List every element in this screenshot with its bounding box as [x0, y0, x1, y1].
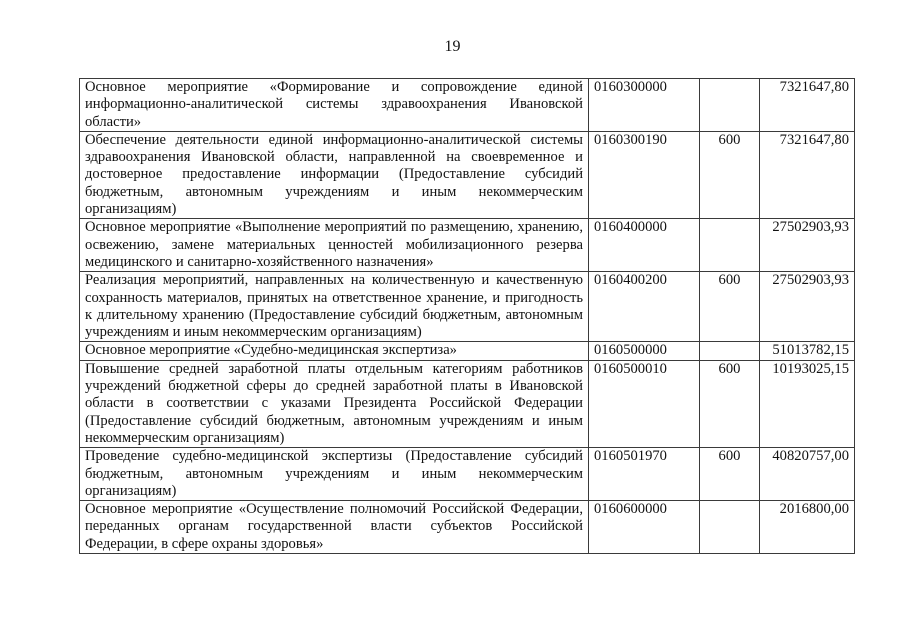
table-row	[80, 219, 855, 272]
row-amount: 7321647,80	[760, 79, 855, 132]
row-amount: 27502903,93	[760, 272, 855, 342]
row-description: Основное мероприятие «Судебно-медицинская экспертиза»	[80, 342, 589, 360]
row-description: Основное мероприятие «Осуществление полномочий Российской Федерации, переданных органам государственной власти субъектов Российской Федерации, в сфере охраны здоровья»	[80, 501, 589, 554]
row-description: Основное мероприятие «Выполнение мероприятий по размещению, хранению, освежению, замене материальных ценностей мобилизационного резерва медицинского и санитарно-хозяйственного назначения»	[80, 219, 589, 272]
budget-table	[79, 78, 855, 554]
row-description: Проведение судебно-медицинской экспертизы (Предоставление субсидий бюджетным, автономным учреждениям и иным некоммерческим организациям)	[80, 448, 589, 501]
row-expense-type: 600	[700, 131, 760, 218]
row-code: 0160400200	[589, 272, 700, 342]
row-amount: 51013782,15	[760, 342, 855, 360]
row-code: 0160300000	[589, 79, 700, 132]
row-description: Повышение средней заработной платы отдельным категориям работников учреждений бюджетной сферы до средней заработной платы в Ивановской области в соответствии с указами Президента Российской Федерации (Предоставление субсидий бюджетным, автономным учреждениям и иным некоммерческим организациям)	[80, 360, 589, 447]
row-expense-type: 600	[700, 272, 760, 342]
row-expense-type	[700, 501, 760, 554]
row-expense-type: 600	[700, 360, 760, 447]
table-row	[80, 79, 855, 132]
table-row	[80, 342, 855, 360]
row-amount: 10193025,15	[760, 360, 855, 447]
row-expense-type	[700, 219, 760, 272]
row-code: 0160501970	[589, 448, 700, 501]
row-amount: 40820757,00	[760, 448, 855, 501]
row-description: Реализация мероприятий, направленных на количественную и качественную сохранность материалов, принятых на ответственное хранение, и пригодность к длительному хранению (Предоставление субсидий бюджетным, автономным учреждениям и иным некоммерческим организациям)	[80, 272, 589, 342]
row-code: 0160600000	[589, 501, 700, 554]
table-row	[80, 272, 855, 342]
row-amount: 27502903,93	[760, 219, 855, 272]
row-description: Основное мероприятие «Формирование и сопровождение единой информационно-аналитической системы здравоохранения Ивановской области»	[80, 79, 589, 132]
page-number: 19	[444, 38, 461, 55]
row-expense-type: 600	[700, 448, 760, 501]
row-amount: 2016800,00	[760, 501, 855, 554]
table-row	[80, 501, 855, 554]
row-expense-type	[700, 342, 760, 360]
row-expense-type	[700, 79, 760, 132]
table-row	[80, 131, 855, 218]
row-amount: 7321647,80	[760, 131, 855, 218]
row-code: 0160500010	[589, 360, 700, 447]
row-code: 0160400000	[589, 219, 700, 272]
row-code: 0160500000	[589, 342, 700, 360]
table-row	[80, 360, 855, 447]
table-row	[80, 448, 855, 501]
row-code: 0160300190	[589, 131, 700, 218]
row-description: Обеспечение деятельности единой информационно-аналитической системы здравоохранения Ивановской области, направленной на своевременное и достоверное предоставление информации (Предоставление субсидий бюджетным, автономным учреждениям и иным некоммерческим организациям)	[80, 131, 589, 218]
